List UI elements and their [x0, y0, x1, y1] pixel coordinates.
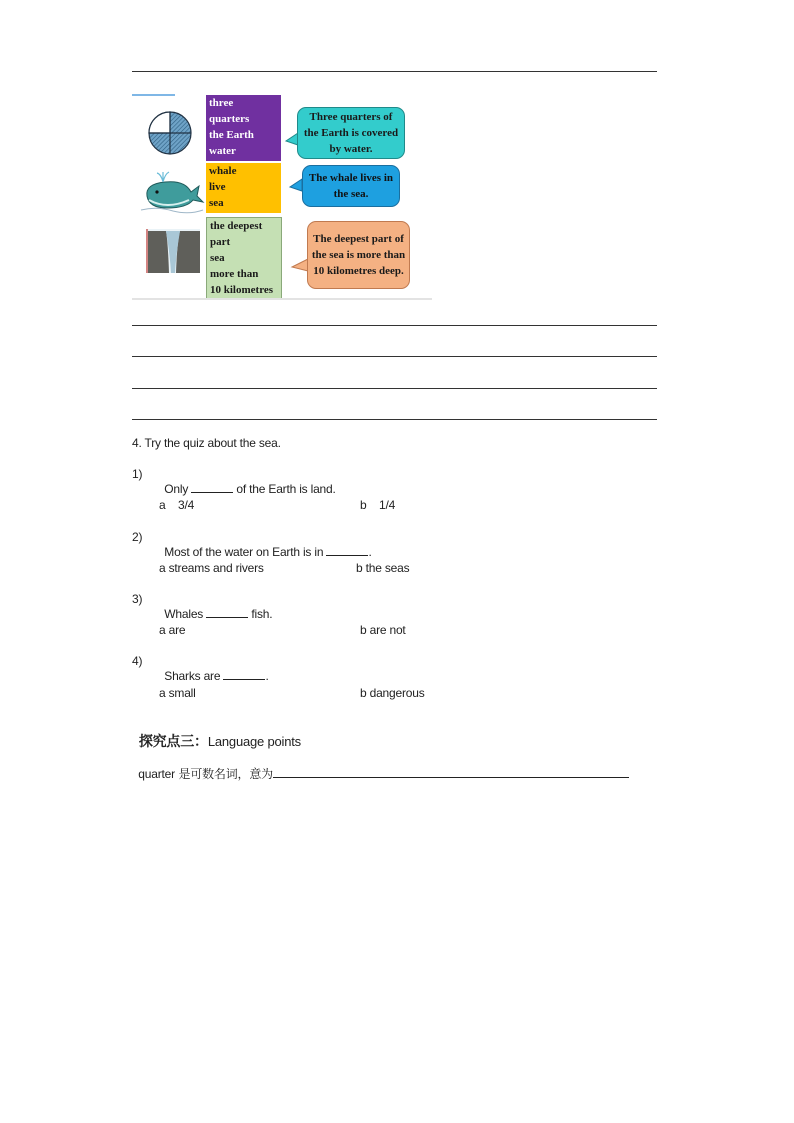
option-a[interactable]: a small [159, 686, 196, 700]
speech-bubble-whale [302, 165, 400, 207]
question-text-before: Most of the water on Earth is in [164, 545, 327, 559]
question-text-after: fish. [248, 607, 273, 621]
language-point-prompt [132, 751, 629, 782]
answer-line[interactable] [132, 419, 657, 420]
answer-blank[interactable] [191, 481, 233, 493]
prompt-word: quarter [138, 767, 175, 781]
question-text-before: Sharks are [164, 669, 224, 683]
figure-accent-line [132, 94, 175, 96]
speech-bubble-earth-water [297, 107, 405, 159]
question-number: 2) [132, 530, 143, 544]
question-number: 3) [132, 592, 143, 606]
answer-blank[interactable] [273, 766, 629, 778]
keyword-line: live [209, 181, 226, 193]
keyword-line: the deepest [210, 220, 263, 232]
question-text-after: of the Earth is land. [233, 482, 336, 496]
speech-bubble-deepest [307, 221, 410, 289]
option-b[interactable]: b dangerous [360, 686, 425, 700]
question-text [158, 592, 272, 621]
section-heading-cn: 探究点三： [138, 734, 208, 750]
keyword-line: the Earth [209, 129, 254, 141]
keyword-cell-earth-water [206, 95, 281, 161]
section-heading-en: Language points [207, 734, 301, 749]
keyword-line: water [209, 145, 236, 157]
option-a[interactable]: a streams and rivers [159, 561, 264, 575]
question-text-before: Whales [164, 607, 207, 621]
figure-bottom-line [132, 298, 432, 300]
option-b[interactable]: b 1/4 [360, 498, 396, 512]
answer-line[interactable] [132, 356, 657, 357]
question-text-before: Only [164, 482, 192, 496]
option-a[interactable]: a are [159, 623, 186, 637]
keyword-line: sea [209, 197, 224, 209]
keyword-line: three [209, 97, 234, 109]
option-a[interactable]: a 3/4 [159, 498, 195, 512]
keyword-line: quarters [209, 113, 250, 125]
keyword-line: 10 kilometres [210, 284, 274, 296]
answer-blank[interactable] [326, 544, 368, 556]
question-text [158, 467, 336, 496]
answer-blank[interactable] [206, 606, 248, 618]
answer-line[interactable] [132, 388, 657, 389]
question-text [158, 530, 372, 559]
bubble-text: The whale lives in the sea. [308, 172, 394, 200]
question-text-after: . [265, 669, 269, 683]
header-rule [132, 71, 657, 72]
option-b[interactable]: b are not [360, 623, 406, 637]
pie-chart-icon [142, 107, 198, 159]
sea-facts-figure [132, 93, 432, 301]
keyword-line: more than [210, 268, 259, 280]
prompt-cn: 是可数名词，意为 [174, 767, 273, 781]
question-number: 4) [132, 654, 143, 668]
keyword-cell-whale [206, 163, 281, 213]
question-text-after: . [368, 545, 372, 559]
quiz-title: 4. Try the quiz about the sea. [132, 436, 281, 450]
question-number: 1) [132, 467, 143, 481]
answer-line[interactable] [132, 325, 657, 326]
section-heading [132, 716, 301, 751]
keyword-line: sea [210, 252, 225, 264]
keyword-line: whale [209, 165, 237, 177]
whale-icon [137, 170, 205, 214]
sea-trench-icon [144, 225, 202, 275]
bubble-text: The deepest part of the sea is more than 10 kilometres deep. [311, 233, 406, 277]
question-text [158, 654, 269, 683]
keyword-line: part [210, 236, 231, 248]
option-b[interactable]: b the seas [356, 561, 410, 575]
answer-blank[interactable] [223, 668, 265, 680]
keyword-cell-deepest [206, 217, 282, 299]
bubble-text: Three quarters of the Earth is covered by water. [303, 111, 399, 155]
